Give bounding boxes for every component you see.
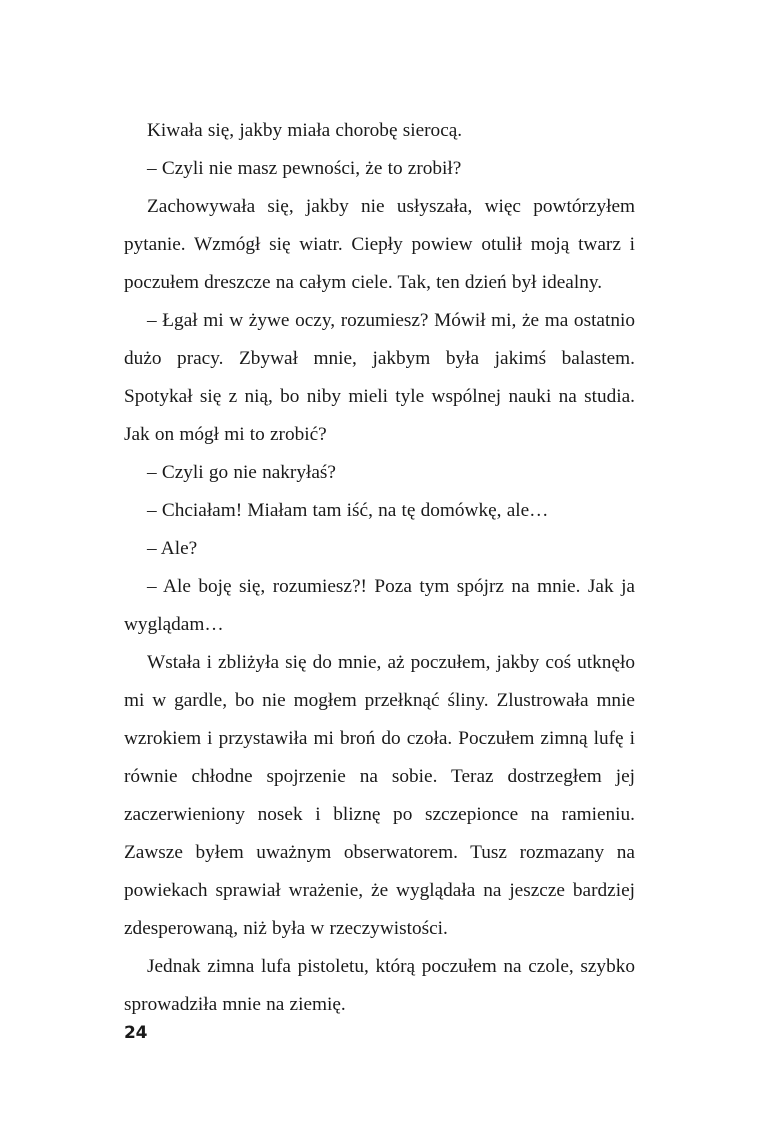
page-number: 24: [124, 1023, 148, 1043]
paragraph: Zachowywała się, jakby nie usłyszała, więc powtórzyłem pytanie. Wzmógł się wiatr. Ciepły powiew otulił moją twarz i poczułem dreszcze na całym ciele. Tak, ten dzień był idealny.: [124, 196, 635, 293]
paragraph: – Czyli nie masz pewności, że to zrobił?: [147, 158, 462, 179]
paragraph: – Łgał mi w żywe oczy, rozumiesz? Mówił mi, że ma ostatnio dużo pracy. Zbywał mnie, jakbym była jakimś balastem. Spotykał się z nią, bo niby mieli tyle wspólnej nauki na studia. Jak on mógł mi to zrobić?: [124, 310, 635, 445]
paragraph: Kiwała się, jakby miała chorobę sierocą.: [147, 120, 463, 141]
page-text-block: [124, 112, 635, 1024]
paragraph: Jednak zimna lufa pistoletu, którą poczułem na czole, szybko sprowadziła mnie na ziemię.: [124, 956, 635, 1015]
paragraph: – Ale boję się, rozumiesz?! Poza tym spójrz na mnie. Jak ja wyglądam…: [124, 576, 635, 635]
paragraph: – Czyli go nie nakryłaś?: [147, 462, 336, 483]
paragraph: – Ale?: [147, 538, 198, 559]
paragraph: – Chciałam! Miałam tam iść, na tę domówkę, ale…: [147, 500, 549, 521]
paragraph: Wstała i zbliżyła się do mnie, aż poczułem, jakby coś utknęło mi w gardle, bo nie mogłem przełknąć śliny. Zlustrowała mnie wzrokiem i przystawiła mi broń do czoła. Poczułem zimną lufę i równie chłodne spojrzenie na sobie. Teraz dostrzegłem jej zaczerwieniony nosek i bliznę po szczepionce na ramieniu. Zawsze byłem uważnym obserwatorem. Tusz rozmazany na powiekach sprawiał wrażenie, że wyglądała na jeszcze bardziej zdesperowaną, niż była w rzeczywistości.: [124, 652, 635, 939]
